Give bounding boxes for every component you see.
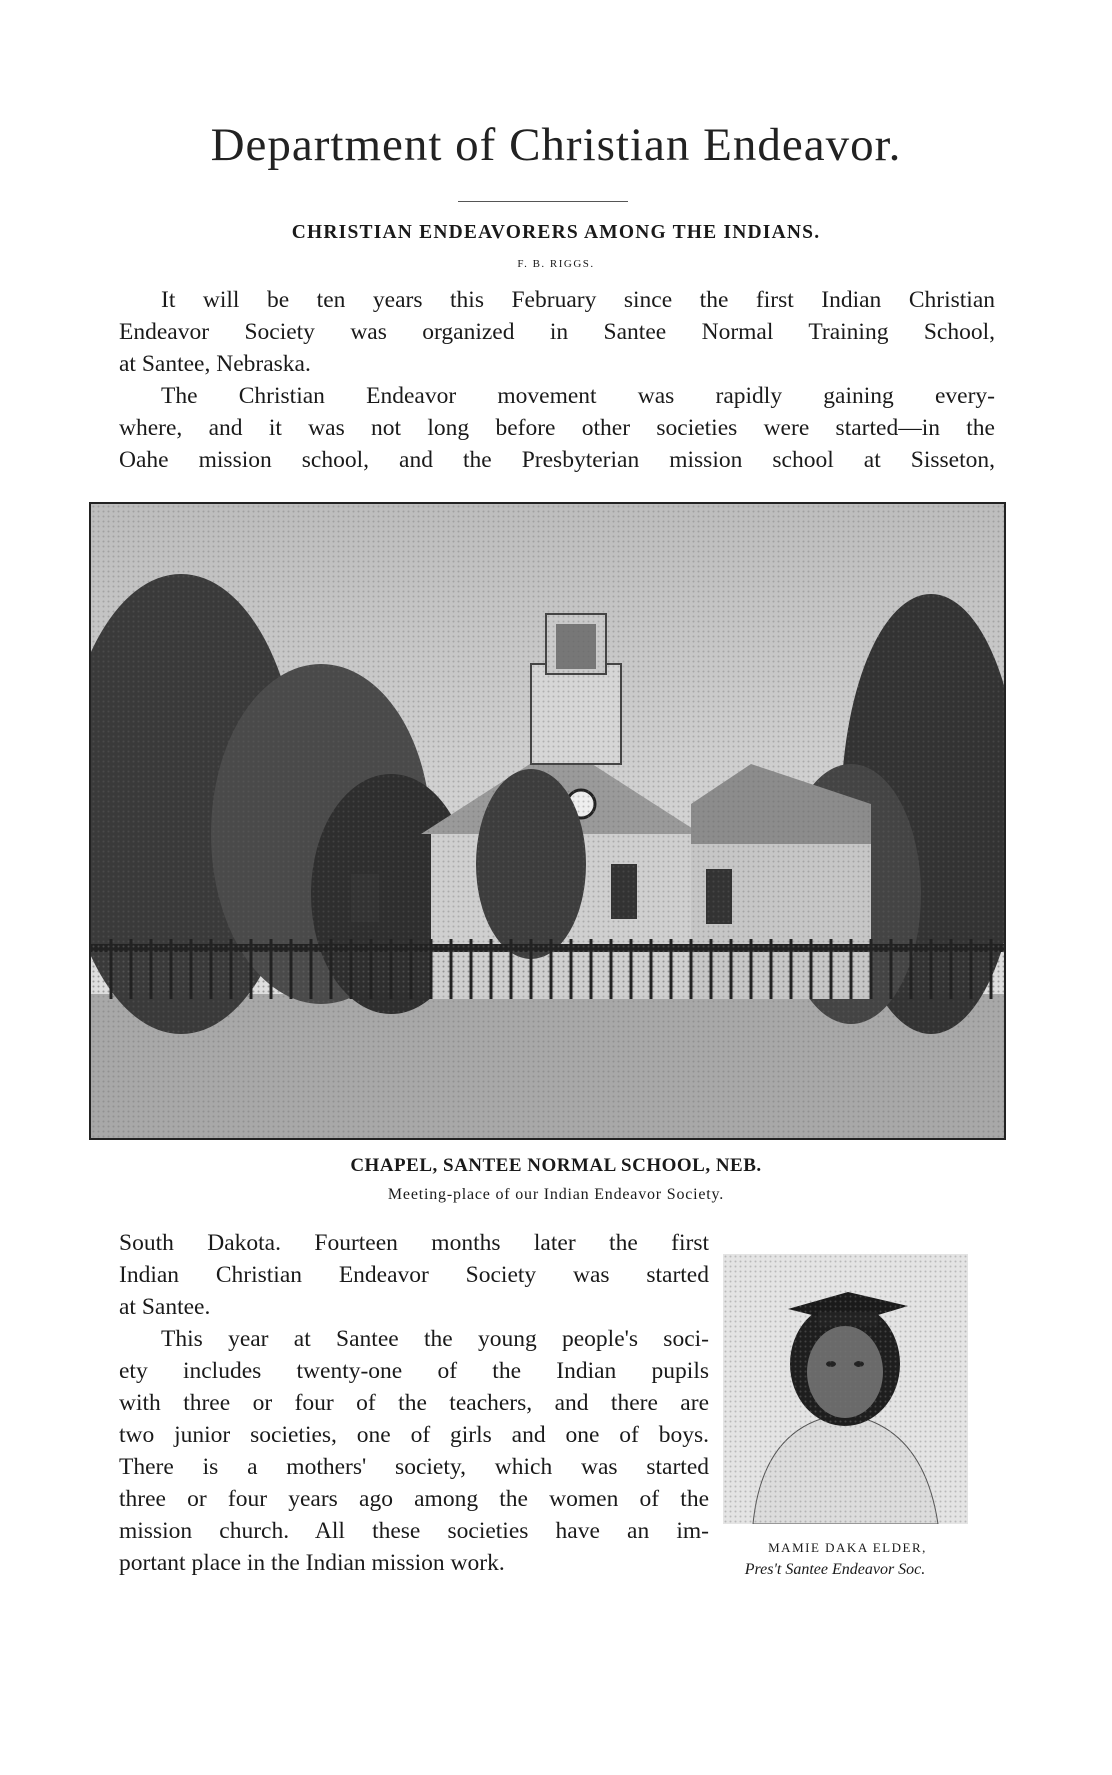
portrait-name: MAMIE DAKA ELDER, — [768, 1540, 927, 1555]
text-line: There is a mothers' society, which was started — [119, 1454, 709, 1480]
text-line: at Santee. — [119, 1294, 211, 1320]
text-line: two junior societies, one of girls and one of boys. — [119, 1422, 709, 1448]
text-line: with three or four of the teachers, and there are — [119, 1390, 709, 1416]
text-line: at Santee, Nebraska. — [119, 351, 311, 377]
text-line: mission church. All these societies have an im- — [119, 1518, 709, 1544]
text-line: three or four years ago among the women of the — [119, 1486, 709, 1512]
text-line: Oahe mission school, and the Presbyterian mission school at Sisseton, — [119, 447, 995, 473]
text-line: portant place in the Indian mission work. — [119, 1550, 505, 1576]
text-line: This year at Santee the young people's soci- — [161, 1326, 709, 1352]
intro-text — [119, 284, 995, 476]
page-title: Department of Christian Endeavor. — [210, 119, 902, 171]
article-byline: F. B. RIGGS. — [517, 258, 595, 270]
text-line: It will be ten years this February since the first Indian Christian — [161, 287, 995, 313]
text-line: Endeavor Society was organized in Santee Normal Training School, — [119, 319, 995, 345]
paragraph-2 — [119, 380, 995, 476]
title-divider — [458, 201, 628, 202]
continuation-text — [119, 1227, 709, 1579]
paragraph-1 — [119, 284, 995, 380]
paragraph-3 — [119, 1227, 709, 1323]
text-line: where, and it was not long before other societies were started—in the — [119, 415, 995, 441]
paragraph-4 — [119, 1323, 709, 1579]
text-line: South Dakota. Fourteen months later the first — [119, 1230, 709, 1256]
text-line: ety includes twenty-one of the Indian pupils — [119, 1358, 709, 1384]
text-line: The Christian Endeavor movement was rapidly gaining every- — [161, 383, 995, 409]
article-heading: CHRISTIAN ENDEAVORERS AMONG THE INDIANS. — [291, 222, 821, 243]
portrait-title: Pres't Santee Endeavor Soc. — [744, 1561, 926, 1578]
chapel-caption: CHAPEL, SANTEE NORMAL SCHOOL, NEB. — [350, 1155, 762, 1176]
text-line: Indian Christian Endeavor Society was started — [119, 1262, 709, 1288]
chapel-photo — [89, 502, 1006, 1140]
portrait-photo — [723, 1254, 968, 1524]
chapel-subcaption: Meeting-place of our Indian Endeavor Society. — [387, 1186, 725, 1203]
